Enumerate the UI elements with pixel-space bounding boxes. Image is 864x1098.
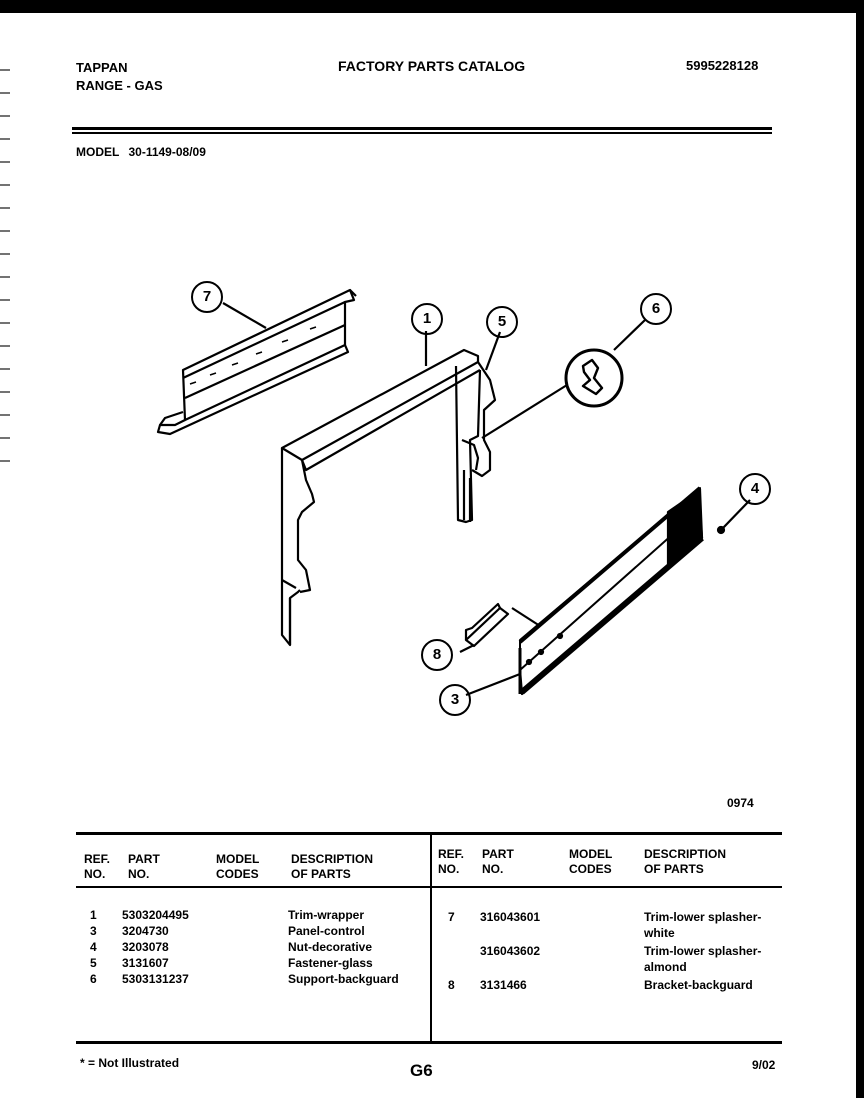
col-ref-line2: NO.	[84, 867, 106, 881]
row-part-no: 3204730	[122, 924, 169, 938]
leader-7	[223, 303, 266, 328]
col-ref-line1: REF.	[438, 847, 465, 861]
row-ref: 1	[90, 908, 97, 922]
callout-4: 4	[739, 473, 771, 505]
col-model-codes-right	[569, 847, 612, 877]
not-illustrated-note: * = Not Illustrated	[80, 1056, 180, 1070]
drawing-number: 0974	[727, 796, 754, 810]
part-8-bracket-backguard	[466, 604, 508, 646]
revision-date: 9/02	[752, 1058, 776, 1072]
col-desc-line2: OF PARTS	[644, 862, 704, 876]
parts-table	[76, 832, 782, 1044]
leader-4	[723, 500, 750, 528]
col-part-line2: NO.	[482, 862, 504, 876]
row-description: Support-backguard	[288, 972, 399, 986]
leader-6	[614, 320, 645, 350]
product-type: RANGE - GAS	[76, 78, 163, 93]
col-desc-line1: DESCRIPTION	[644, 847, 727, 861]
catalog-number: 5995228128	[686, 58, 759, 73]
row-part-no: 5303131237	[122, 972, 189, 986]
col-part-no	[128, 852, 160, 882]
row-description-line1: Trim-lower splasher-	[644, 944, 762, 958]
row-description	[644, 909, 761, 941]
row-part-no: 3131607	[122, 956, 169, 970]
row-ref: 5	[90, 956, 97, 970]
table-column-divider	[430, 835, 432, 1041]
page-code: G6	[410, 1061, 433, 1080]
leader-8	[460, 645, 474, 652]
callout-7: 7	[191, 281, 223, 313]
col-desc-line1: DESCRIPTION	[291, 852, 374, 866]
col-desc-line2: OF PARTS	[291, 867, 351, 881]
model-label: MODEL	[76, 145, 120, 159]
callout-5: 5	[486, 306, 518, 338]
row-description: Fastener-glass	[288, 956, 373, 970]
row-description: Trim-wrapper	[288, 908, 365, 922]
table-header-divider	[76, 886, 782, 888]
col-ref-no	[84, 852, 110, 882]
col-part-line1: PART	[128, 852, 160, 866]
row-ref: 8	[448, 978, 455, 992]
leader-3	[466, 674, 520, 695]
row-description: Nut-decorative	[288, 940, 373, 954]
row-description: Panel-control	[288, 924, 365, 938]
row-ref: 3	[90, 924, 97, 938]
part-3-panel-control	[520, 488, 702, 694]
row-part-no: 3131466	[480, 978, 527, 992]
catalog-title: FACTORY PARTS CATALOG	[338, 58, 526, 74]
table-row	[90, 907, 97, 923]
part-4-nut-decorative	[718, 527, 724, 533]
row-description	[644, 943, 761, 975]
row-description: Bracket-backguard	[644, 978, 753, 992]
col-ref-line2: NO.	[438, 862, 460, 876]
row-description-line2: almond	[644, 960, 687, 974]
col-part-line2: NO.	[128, 867, 150, 881]
brand-name: TAPPAN	[76, 60, 128, 75]
col-model-line1: MODEL	[569, 847, 613, 861]
col-model-line2: CODES	[216, 867, 259, 881]
col-description	[291, 852, 373, 882]
callout-6: 6	[640, 293, 672, 325]
row-ref: 6	[90, 972, 97, 986]
col-description-right	[644, 847, 726, 877]
part-7-trim-lower-splasher	[158, 290, 356, 434]
leader-6-detail	[482, 385, 567, 438]
col-model-line1: MODEL	[216, 852, 260, 866]
row-part-no: 316043602	[480, 944, 541, 958]
model-number: 30-1149-08/09	[128, 145, 206, 159]
row-ref: 4	[90, 940, 97, 954]
callout-8: 8	[421, 639, 453, 671]
row-ref: 7	[448, 910, 455, 924]
col-part-line1: PART	[482, 847, 514, 861]
part-1-trim-wrapper	[282, 350, 495, 645]
col-ref-line1: REF.	[84, 852, 111, 866]
col-model-line2: CODES	[569, 862, 612, 876]
row-description-line2: white	[644, 926, 675, 940]
col-model-codes	[216, 852, 259, 882]
row-part-no: 5303204495	[122, 908, 189, 922]
row-part-no: 316043601	[480, 910, 541, 924]
callout-3: 3	[439, 684, 471, 716]
callout-1: 1	[411, 303, 443, 335]
col-ref-no-right	[438, 847, 464, 877]
row-description-line1: Trim-lower splasher-	[644, 910, 762, 924]
col-part-no-right	[482, 847, 514, 877]
leader-8-b	[512, 608, 540, 626]
row-part-no: 3203078	[122, 940, 169, 954]
